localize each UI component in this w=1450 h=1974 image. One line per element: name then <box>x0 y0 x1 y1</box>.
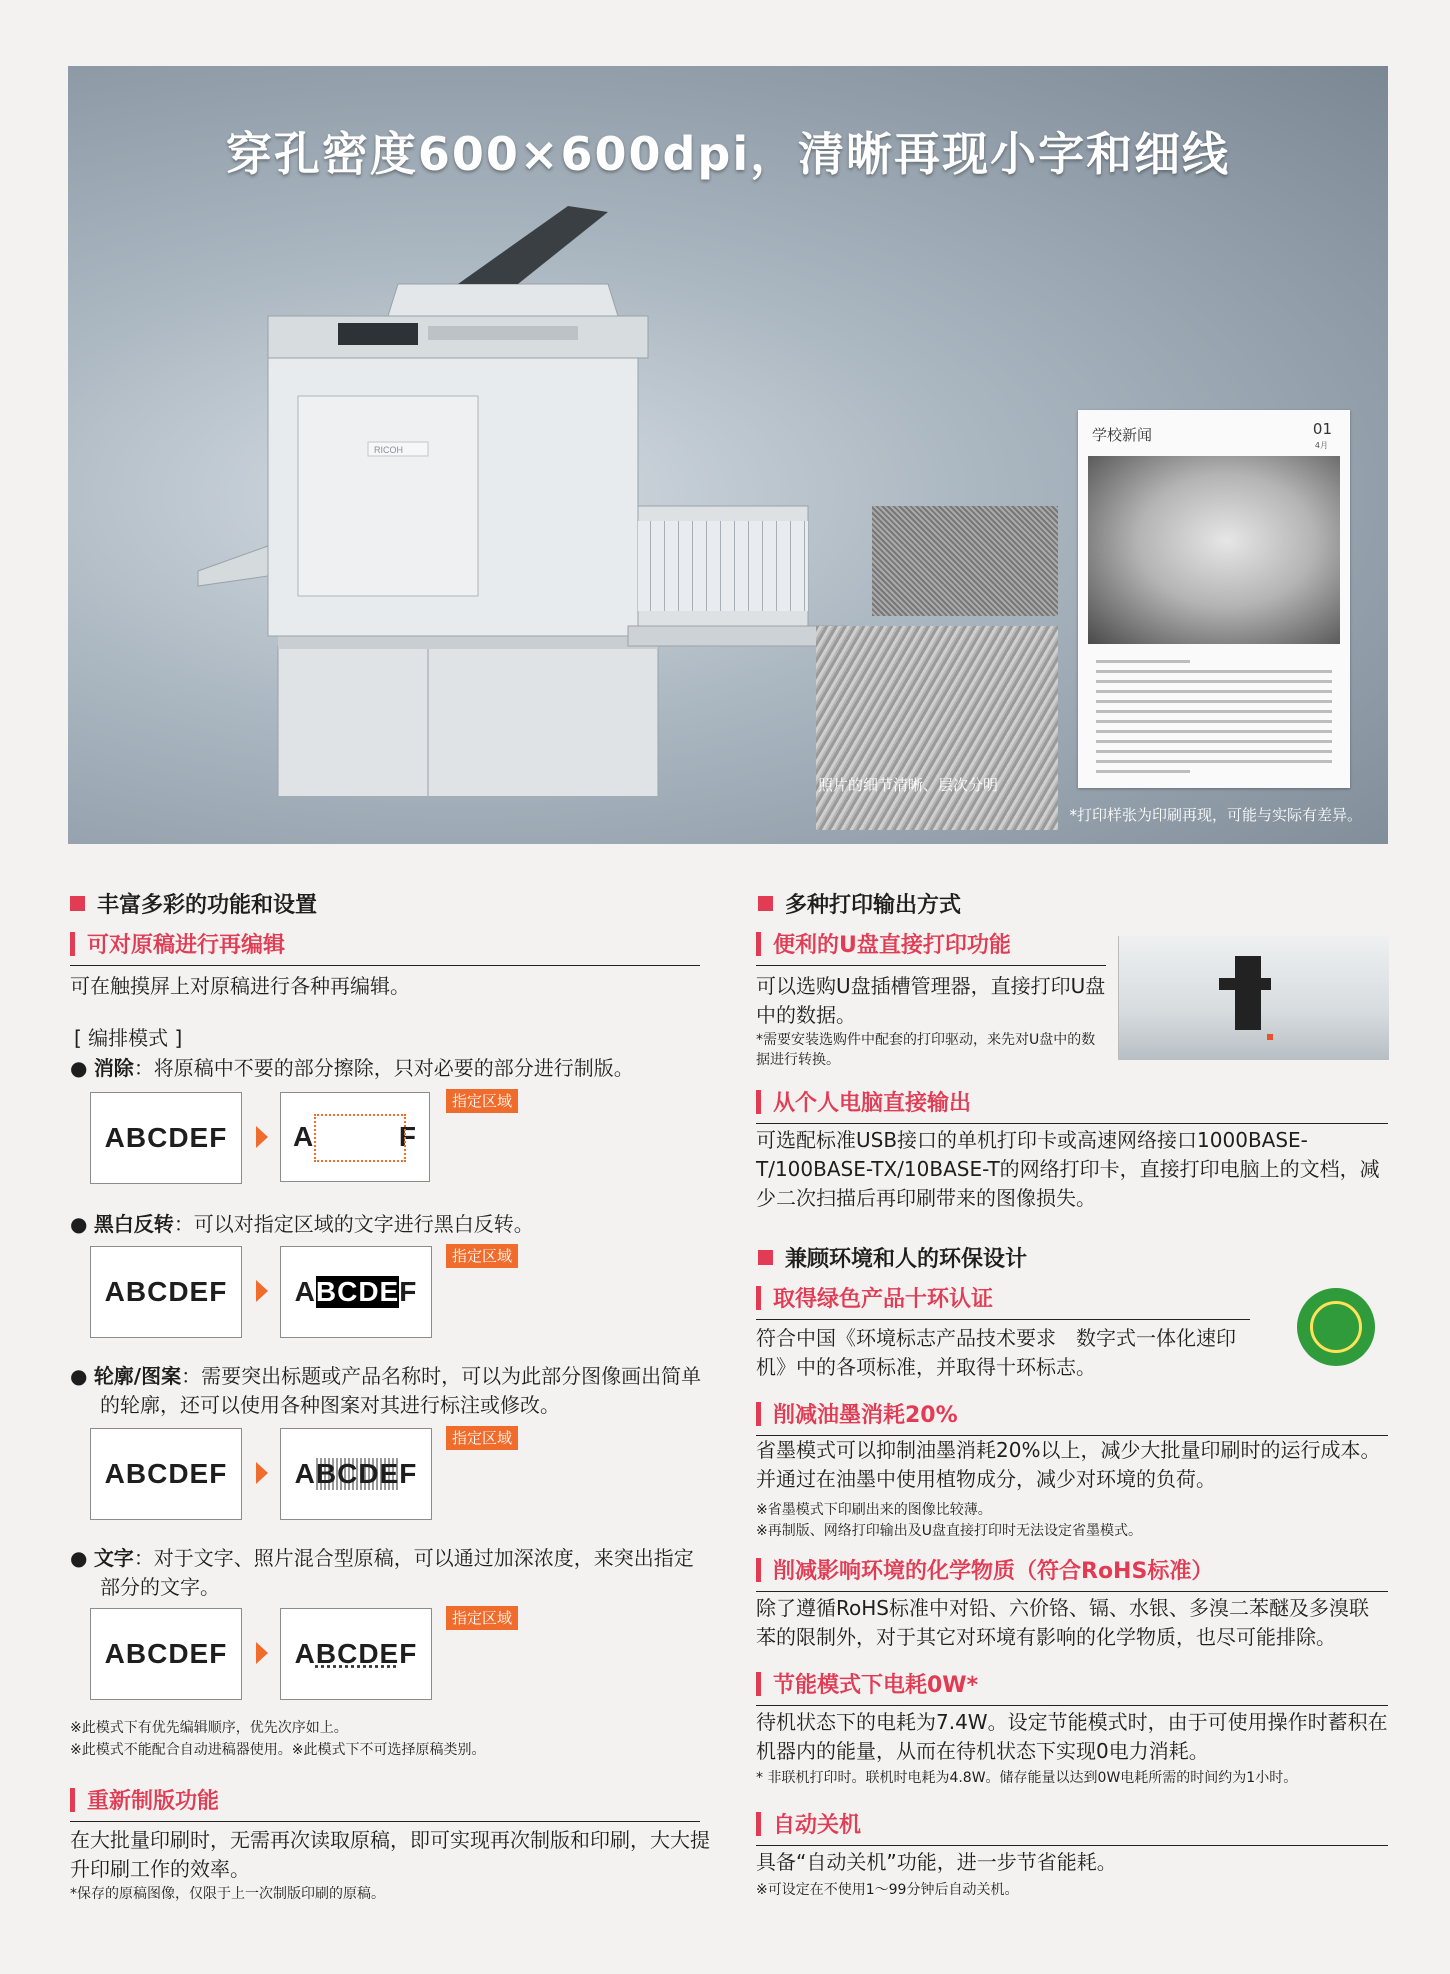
usb-slot-photo <box>1118 936 1389 1060</box>
mode-label: [ 编排模式 ] <box>74 1026 183 1050</box>
energy-desc: 待机状态下的电耗为7.4W。设定节能模式时，由于可使用操作时蓄积在机器内的能量，从而在待机状态下实现0电力消耗。 <box>756 1710 1388 1763</box>
auto-off-desc: 具备“自动关机”功能，进一步节省能耗。 <box>756 1850 1117 1874</box>
subsection-marker <box>756 1286 761 1310</box>
designated-area-tag: 指定区域 <box>446 1244 518 1268</box>
text-emphasis-item: ● 文字：对于文字、照片混合型原稿，可以通过加深浓度，来突出指定部分的文字。 <box>70 1546 694 1599</box>
photo-caption: 照片的细节清晰、层次分明 <box>818 776 999 794</box>
subsection-marker <box>756 1402 761 1426</box>
news-title: 学校新闻 <box>1092 426 1153 444</box>
mode-note-1: ※此模式下有优先编辑顺序，优先次序如上。 <box>70 1720 348 1736</box>
section-title-features: 丰富多彩的功能和设置 <box>70 888 317 919</box>
section-marker <box>758 1250 773 1265</box>
subsection-reedit: 可对原稿进行再编辑 <box>70 928 700 966</box>
news-month: 4月 <box>1314 441 1328 450</box>
subsection-rohs: 削减影响环境的化学物质（符合RoHS标准） <box>756 1554 1388 1592</box>
printer-machine-image <box>188 176 908 796</box>
outline-before-box: ABCDEF <box>90 1428 242 1520</box>
arrow-icon <box>256 1462 268 1484</box>
arrow-icon <box>256 1642 268 1664</box>
remaster-desc: 在大批量印刷时，无需再次读取原稿，即可实现再次制版和印刷，大大提升印刷工作的效率。 <box>70 1828 710 1881</box>
outline-after-box: A BCDE F <box>280 1428 432 1520</box>
remaster-note: *保存的原稿图像，仅限于上一次制版印刷的原稿。 <box>70 1886 385 1902</box>
section-marker <box>758 896 773 911</box>
eye-detail-photo <box>872 506 1058 616</box>
subsection-remaster: 重新制版功能 <box>70 1784 700 1822</box>
section-title-output: 多种打印输出方式 <box>758 888 961 919</box>
subsection-marker <box>756 1558 761 1582</box>
green-cert-desc: 符合中国《环境标志产品技术要求 数字式一体化速印机》中的各项标准，并取得十环标志。 <box>756 1326 1236 1379</box>
designated-area-tag: 指定区域 <box>446 1426 518 1450</box>
subsection-marker <box>756 1090 761 1114</box>
erase-after-box: A F <box>280 1092 430 1182</box>
subsection-green-cert: 取得绿色产品十环认证 <box>756 1282 1250 1320</box>
invert-after-box: A BCDE F <box>280 1246 432 1338</box>
invert-item: ● 黑白反转：可以对指定区域的文字进行黑白反转。 <box>70 1212 534 1236</box>
hero-title: 穿孔密度600×600dpi，清晰再现小字和细线 <box>225 127 1231 181</box>
subsection-marker <box>756 1812 761 1836</box>
subsection-usb: 便利的U盘直接打印功能 <box>756 928 1106 966</box>
text-after-box: A BCDE F <box>280 1608 432 1700</box>
invert-before-box: ABCDEF <box>90 1246 242 1338</box>
designated-area-outline <box>314 1114 406 1162</box>
ink-desc: 省墨模式可以抑制油墨消耗20%以上，减少大批量印刷时的运行成本。并通过在油墨中使用植物成分，减少对环境的负荷。 <box>756 1438 1381 1491</box>
subsection-energy: 节能模式下电耗0W* <box>756 1668 1388 1706</box>
section-marker <box>70 896 85 911</box>
subsection-marker <box>756 932 761 956</box>
reedit-desc: 可在触摸屏上对原稿进行各种再编辑。 <box>70 974 410 998</box>
subsection-marker <box>70 932 75 956</box>
news-number: 01 <box>1312 420 1332 438</box>
designated-area-tag: 指定区域 <box>446 1606 518 1630</box>
ink-note-2: ※再制版、网络打印输出及U盘直接打印时无法设定省墨模式。 <box>756 1523 1142 1539</box>
news-text-block <box>1096 660 1332 780</box>
ten-ring-eco-logo <box>1297 1288 1375 1366</box>
subsection-marker <box>70 1788 75 1812</box>
print-sample-note: *打印样张为印刷再现，可能与实际有差异。 <box>1069 806 1362 824</box>
erase-item: ● 消除：将原稿中不要的部分擦除，只对必要的部分进行制版。 <box>70 1056 634 1080</box>
ink-note-1: ※省墨模式下印刷出来的图像比较薄。 <box>756 1502 992 1518</box>
section-title-eco: 兼顾环境和人的环保设计 <box>758 1242 1027 1273</box>
outline-item: ● 轮廓/图案：需要突出标题或产品名称时，可以为此部分图像画出简单的轮廓，还可以使用各种图案对其进行标注或修改。 <box>70 1364 702 1417</box>
subsection-pc-output: 从个人电脑直接输出 <box>756 1086 1388 1124</box>
mode-note-2: ※此模式不能配合自动进稿器使用。※此模式下不可选择原稿类别。 <box>70 1742 486 1758</box>
brand-label: RICOH <box>374 445 403 455</box>
hero-banner <box>68 66 1388 844</box>
energy-note: * 非联机打印时。联机时电耗为4.8W。储存能量以达到0W电耗所需的时间约为1小时。 <box>756 1770 1298 1786</box>
designated-area-tag: 指定区域 <box>446 1089 518 1113</box>
auto-off-note: ※可设定在不使用1～99分钟后自动关机。 <box>756 1882 1019 1898</box>
subsection-marker <box>756 1672 761 1696</box>
usb-desc: 可以选购U盘插槽管理器，直接打印U盘中的数据。 <box>756 974 1106 1027</box>
hair-detail-photo <box>816 626 1058 830</box>
erase-before-box: ABCDEF <box>90 1092 242 1184</box>
arrow-icon <box>256 1126 268 1148</box>
pc-output-desc: 可选配标准USB接口的单机打印卡或高速网络接口1000BASE-T/100BASE-TX/10BASE-T的网络打印卡，直接打印电脑上的文档，减少二次扫描后再印刷带来的图像损失。 <box>756 1128 1380 1210</box>
school-news-sample <box>1078 410 1350 788</box>
subsection-auto-off: 自动关机 <box>756 1808 1388 1846</box>
rohs-desc: 除了遵循RoHS标准中对铅、六价铬、镉、水银、多溴二苯醚及多溴联苯的限制外，对于其它对环境有影响的化学物质，也尽可能排除。 <box>756 1596 1369 1649</box>
text-before-box: ABCDEF <box>90 1608 242 1700</box>
subsection-ink: 削减油墨消耗20% <box>756 1398 1388 1436</box>
usb-note: *需要安装选购件中配套的打印驱动，来先对U盘中的数据进行转换。 <box>756 1032 1096 1068</box>
arrow-icon <box>256 1280 268 1302</box>
girl-photo <box>1088 456 1340 644</box>
